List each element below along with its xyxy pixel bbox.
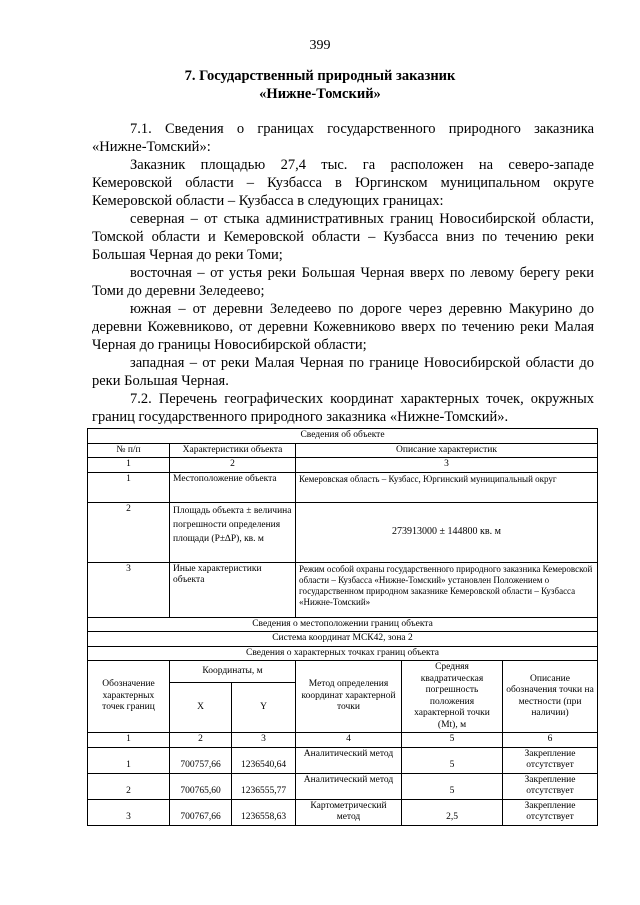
coords-header: Координаты, м	[170, 661, 296, 683]
points-index-cell: 1	[88, 733, 170, 748]
table-row	[88, 502, 598, 562]
paragraph-7-1: 7.1. Сведения о границах государственного природного заказника «Нижне-Томский»:	[92, 121, 594, 155]
table-row	[88, 562, 598, 617]
x-header: X	[170, 683, 232, 733]
table-row	[88, 472, 598, 502]
points-index-cell: 4	[296, 733, 402, 748]
paragraph-east-border: восточная – от устья реки Большая Черная вверх по левому берегу реки Томи до деревни Зеледеево;	[92, 265, 594, 299]
page-number: 399	[309, 38, 331, 53]
point-id: 1	[88, 747, 170, 773]
point-x: 700767,66	[170, 799, 232, 825]
point-method: Аналитический метод	[296, 773, 402, 799]
row-number: 1	[88, 472, 170, 502]
title-line-2: «Нижне-Томский»	[259, 86, 381, 102]
row-description: Кемеровская область – Кузбасс, Юргинский муниципальный округ	[296, 472, 598, 502]
col-description-header: Описание характеристик	[296, 443, 598, 458]
table-row	[88, 773, 598, 799]
col-num-header: № п/п	[88, 443, 170, 458]
points-header: Сведения о характерных точках границ объекта	[88, 646, 598, 661]
row-description: Режим особой охраны государственного природного заказника Кемеровской области – Кузбасса «Нижне-Томский» установлен Положением о государственном природном заказнике Кемеровской области – Кузбасса «Нижне-Томский»	[296, 562, 598, 617]
paragraph-west-border: западная – от реки Малая Черная по границе Новосибирской области до реки Большая Черная.	[92, 355, 594, 389]
col-characteristics-header: Характеристики объекта	[170, 443, 296, 458]
point-fixing: Закрепление отсутствует	[503, 799, 598, 825]
object-info-table	[87, 428, 598, 826]
point-error: 2,5	[402, 799, 503, 825]
body-text	[92, 120, 594, 426]
point-method: Аналитический метод	[296, 747, 402, 773]
row-description: 273913000 ± 144800 кв. м	[296, 502, 598, 562]
section-title	[0, 67, 640, 103]
point-id: 3	[88, 799, 170, 825]
row-characteristic: Площадь объекта ± величина погрешности определения площади (Р±∆Р), кв. м	[170, 502, 296, 562]
point-fixing: Закрепление отсутствует	[503, 773, 598, 799]
point-x: 700765,60	[170, 773, 232, 799]
point-error: 5	[402, 773, 503, 799]
designation-header: Обозначение характерных точек границ	[88, 661, 170, 733]
object-info-header: Сведения об объекте	[88, 429, 598, 444]
point-id: 2	[88, 773, 170, 799]
points-index-cell: 6	[503, 733, 598, 748]
paragraph-area: Заказник площадью 27,4 тыс. га расположен на северо-западе Кемеровской области – Кузбасса в Юргинском муниципальном округе Кемеровской области – Кузбасса в следующих границах:	[92, 157, 594, 209]
point-y: 1236540,64	[232, 747, 296, 773]
point-y: 1236558,63	[232, 799, 296, 825]
row-number: 2	[88, 502, 170, 562]
paragraph-north-border: северная – от стыка административных границ Новосибирской области, Томской области и Кемеровской области – Кузбасса вниз по течению реки Большая Черная до реки Томи;	[92, 211, 594, 263]
points-index-cell: 5	[402, 733, 503, 748]
point-y: 1236555,77	[232, 773, 296, 799]
paragraph-south-border: южная – от деревни Зеледеево по дороге через деревню Макурино до деревни Кожевниково, от деревни Кожевниково вверх по течению реки Малая Черная до границы Новосибирской области;	[92, 301, 594, 353]
method-header: Метод определения координат характерной точки	[296, 661, 402, 733]
coord-system: Система координат МСК42, зона 2	[88, 632, 598, 647]
location-header: Сведения о местоположении границ объекта	[88, 617, 598, 632]
paragraph-7-2: 7.2. Перечень географических координат характерных точек, окружных границ государственного природного заказника «Нижне-Томский».	[92, 391, 594, 425]
point-fixing: Закрепление отсутствует	[503, 747, 598, 773]
col-index-cell: 1	[88, 458, 170, 473]
point-error: 5	[402, 747, 503, 773]
col-index-cell: 3	[296, 458, 598, 473]
row-characteristic: Местоположение объекта	[170, 472, 296, 502]
row-number: 3	[88, 562, 170, 617]
table-row	[88, 799, 598, 825]
error-header: Средняя квадратическая погрешность положения характерной точки (Mt), м	[402, 661, 503, 733]
points-index-cell: 3	[232, 733, 296, 748]
point-x: 700757,66	[170, 747, 232, 773]
y-header: Y	[232, 683, 296, 733]
fixing-header: Описание обозначения точки на местности (при наличии)	[503, 661, 598, 733]
col-index-cell: 2	[170, 458, 296, 473]
point-method: Картометрический метод	[296, 799, 402, 825]
table-row	[88, 747, 598, 773]
points-index-cell: 2	[170, 733, 232, 748]
title-line-1: 7. Государственный природный заказник	[184, 68, 456, 84]
row-characteristic: Иные характеристики объекта	[170, 562, 296, 617]
